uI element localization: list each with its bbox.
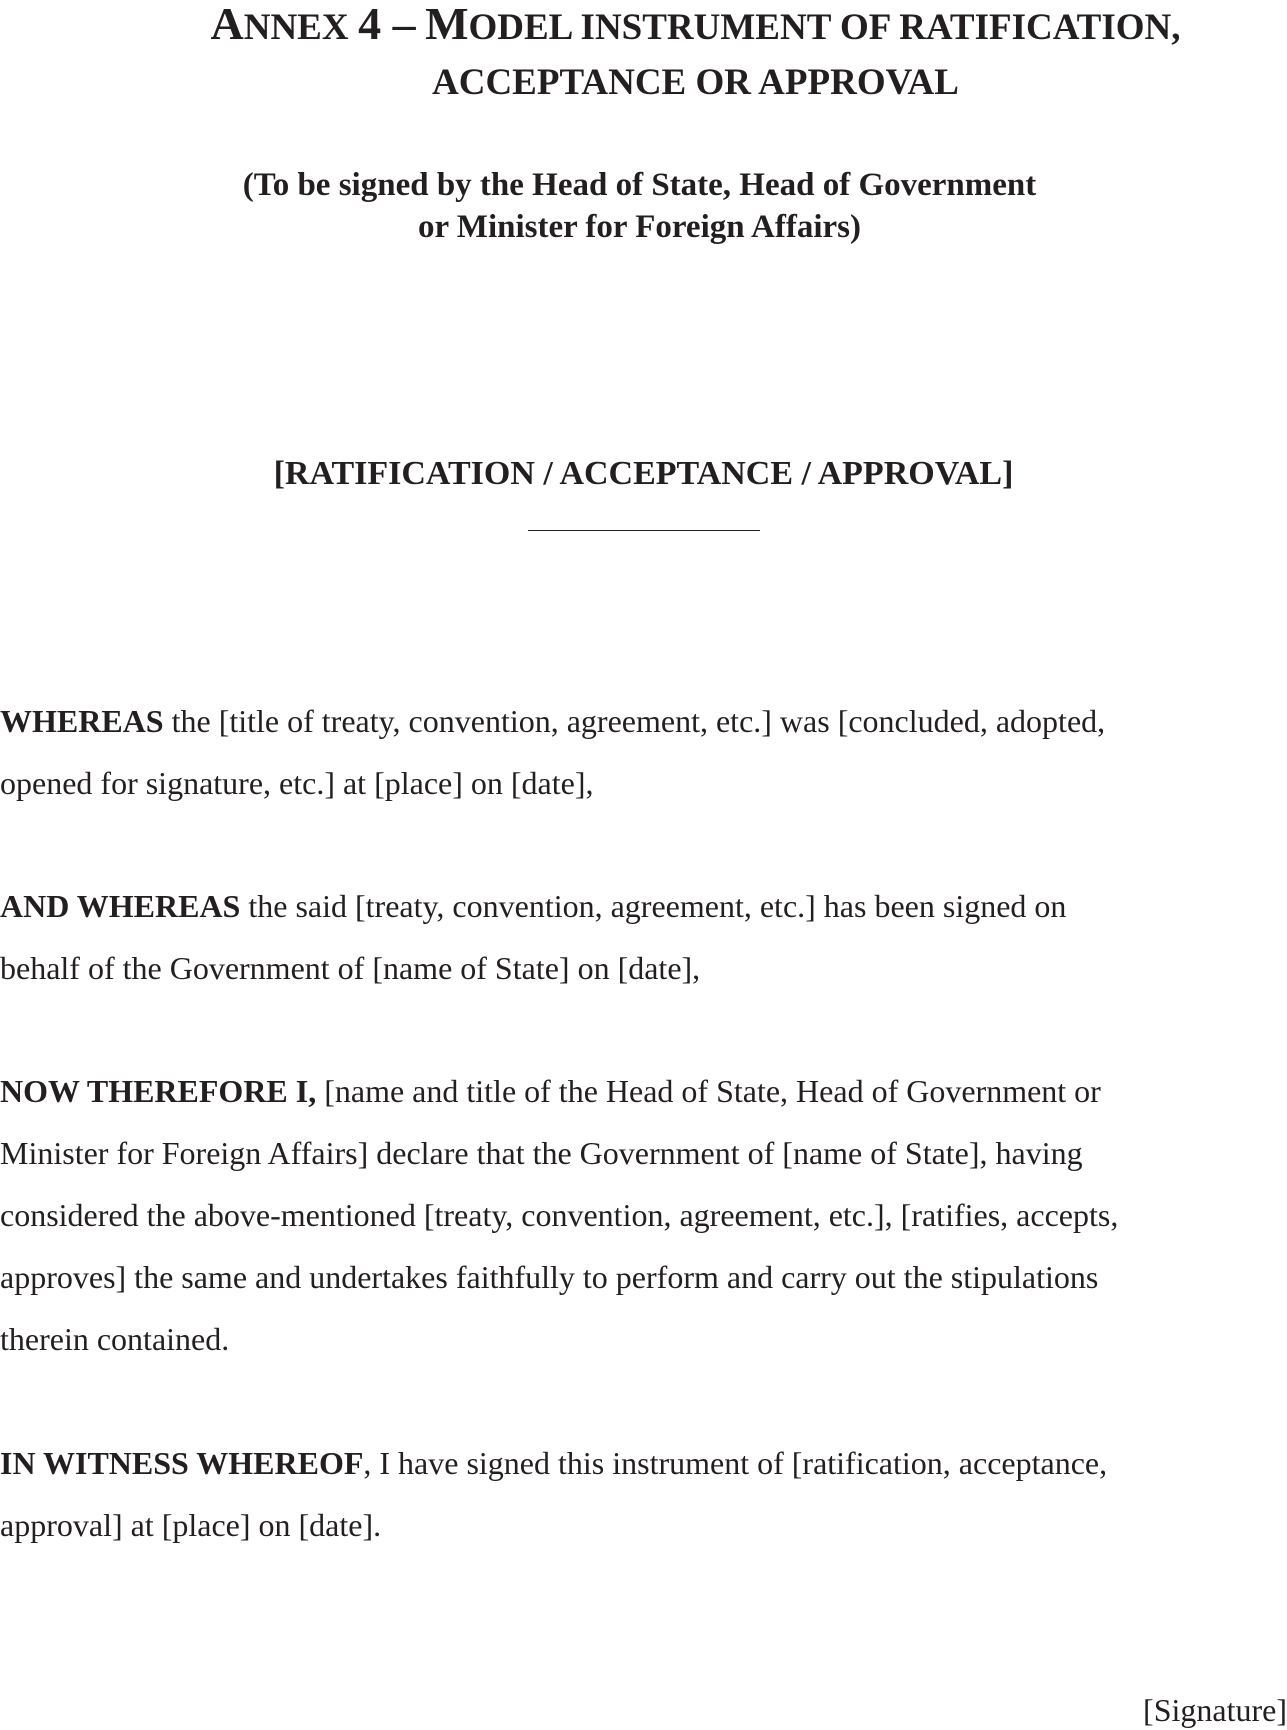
now-therefore-lead: NOW THEREFORE I, bbox=[0, 1073, 317, 1109]
and-whereas-lead: AND WHEREAS bbox=[0, 888, 241, 924]
whereas-text-1: the [title of treaty, convention, agreement, etc.] was [concluded, adopted, bbox=[163, 703, 1106, 739]
document-subtitle bbox=[0, 164, 1283, 248]
subtitle-line-1: (To be signed by the Head of State, Head of Government bbox=[242, 167, 1037, 203]
title-model-rest: ODEL INSTRUMENT OF RATIFICATION, bbox=[468, 7, 1181, 48]
now-therefore-paragraph bbox=[0, 1060, 1270, 1370]
document-title-line-1 bbox=[52, 0, 1287, 54]
heading-underline bbox=[528, 530, 760, 531]
and-whereas-paragraph bbox=[0, 875, 1270, 999]
whereas-line-2: opened for signature, etc.] at [place] on [date], bbox=[0, 765, 594, 801]
now-therefore-line-1 bbox=[0, 1060, 1270, 1122]
title-annex-rest: NNEX bbox=[243, 7, 349, 48]
title-number-dash: 4 – bbox=[358, 0, 416, 49]
now-therefore-line-5: therein contained. bbox=[0, 1321, 230, 1357]
now-therefore-text-1: [name and title of the Head of State, Head of Government or bbox=[316, 1073, 1101, 1109]
now-therefore-line-2: Minister for Foreign Affairs] declare that the Government of [name of State], having bbox=[0, 1135, 1083, 1171]
title-annex-cap: A bbox=[210, 0, 244, 49]
and-whereas-line-2: behalf of the Government of [name of State] on [date], bbox=[0, 950, 701, 986]
signature-placeholder: [Signature] bbox=[1143, 1692, 1287, 1728]
in-witness-text-1: , I have signed this instrument of [ratification, acceptance, bbox=[363, 1445, 1108, 1481]
document-title-line-2: ACCEPTANCE OR APPROVAL bbox=[432, 62, 959, 103]
and-whereas-text-1: the said [treaty, convention, agreement, etc.] has been signed on bbox=[240, 888, 1067, 924]
in-witness-line-1 bbox=[0, 1432, 1270, 1494]
whereas-paragraph bbox=[0, 690, 1270, 814]
whereas-line-1 bbox=[0, 690, 1270, 752]
subtitle-line-2: or Minister for Foreign Affairs) bbox=[418, 209, 861, 245]
whereas-lead: WHEREAS bbox=[0, 703, 164, 739]
and-whereas-line-1 bbox=[0, 875, 1270, 937]
in-witness-paragraph bbox=[0, 1432, 1270, 1556]
instrument-type-heading: [RATIFICATION / ACCEPTANCE / APPROVAL] bbox=[273, 455, 1014, 492]
now-therefore-line-4: approves] the same and undertakes faithfully to perform and carry out the stipulations bbox=[0, 1259, 1099, 1295]
title-model-cap: M bbox=[425, 0, 469, 49]
in-witness-line-2: approval] at [place] on [date]. bbox=[0, 1507, 382, 1543]
in-witness-lead: IN WITNESS WHEREOF bbox=[0, 1445, 364, 1481]
now-therefore-line-3: considered the above-mentioned [treaty, convention, agreement, etc.], [ratifies, accepts, bbox=[0, 1197, 1119, 1233]
